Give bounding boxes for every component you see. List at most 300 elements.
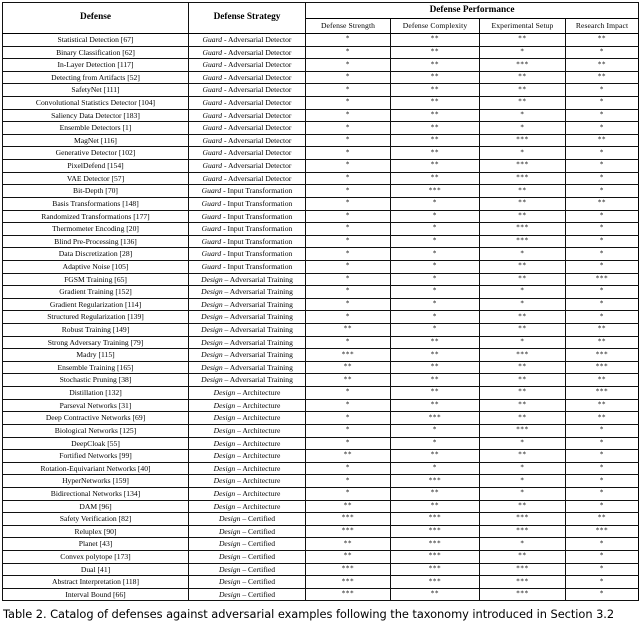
defense-complexity-rating — [391, 311, 480, 324]
defense-strategy-cell — [189, 46, 306, 59]
star-rating: ** — [597, 413, 607, 422]
star-rating: * — [599, 551, 605, 560]
table-row — [3, 563, 639, 576]
strategy-family-label: Design — [218, 526, 241, 536]
strategy-family-label: Guard — [202, 135, 223, 145]
star-rating: * — [599, 564, 605, 573]
research-impact-rating — [566, 84, 639, 97]
defense-strategy-cell — [189, 122, 306, 135]
strategy-family-label: Guard — [202, 72, 223, 82]
research-impact-rating — [566, 248, 639, 261]
strategy-family-label: Design — [213, 425, 236, 435]
star-rating: ** — [597, 34, 607, 43]
experimental-setup-rating — [480, 210, 566, 223]
experimental-setup-rating — [480, 273, 566, 286]
research-impact-rating — [566, 550, 639, 563]
star-rating: ** — [430, 337, 440, 346]
research-impact-rating — [566, 134, 639, 147]
strategy-subtype-label: – Certified — [240, 526, 276, 536]
defense-complexity-rating — [391, 550, 480, 563]
research-impact-rating — [566, 412, 639, 425]
strategy-subtype-label: – Adversarial Training — [222, 287, 293, 297]
defense-strategy-cell — [189, 513, 306, 526]
defense-strategy-cell — [189, 147, 306, 160]
strategy-subtype-label: – Certified — [240, 539, 276, 549]
defense-strength-rating — [306, 361, 391, 374]
experimental-setup-rating — [480, 97, 566, 110]
strategy-subtype-label: – Certified — [240, 564, 276, 574]
star-rating: *** — [595, 350, 609, 359]
star-rating: ** — [518, 312, 527, 321]
star-rating: * — [599, 286, 605, 295]
table-caption — [2, 608, 638, 622]
table-row — [3, 576, 639, 589]
strategy-subtype-label: – Adversarial Training — [222, 362, 293, 372]
strategy-family-label: Guard — [201, 224, 222, 234]
research-impact-rating — [566, 172, 639, 185]
experimental-setup-rating — [480, 336, 566, 349]
research-impact-rating — [566, 210, 639, 223]
star-rating: ** — [430, 400, 440, 409]
defense-name-cell: Saliency Data Detector [183] — [3, 109, 189, 122]
table-row — [3, 248, 639, 261]
experimental-setup-rating — [480, 588, 566, 601]
defense-catalog-table — [2, 2, 639, 601]
table-row — [3, 475, 639, 488]
defense-strength-rating — [306, 147, 391, 160]
defense-strength-rating — [306, 550, 391, 563]
strategy-family-label: Design — [201, 274, 223, 284]
defense-strategy-cell — [189, 538, 306, 551]
star-rating: * — [345, 413, 351, 422]
defense-strategy-cell — [189, 399, 306, 412]
header-defense-strategy: Defense Strategy — [189, 3, 306, 34]
star-rating: *** — [595, 362, 609, 371]
experimental-setup-rating — [480, 286, 566, 299]
star-rating: ** — [518, 400, 527, 409]
star-rating: *** — [428, 577, 442, 585]
defense-complexity-rating — [391, 387, 480, 400]
defense-strategy-cell — [189, 576, 306, 589]
experimental-setup-rating — [480, 576, 566, 589]
defense-complexity-rating — [391, 84, 480, 97]
star-rating: ** — [518, 97, 527, 106]
strategy-family-label: Guard — [202, 173, 223, 183]
defense-complexity-rating — [391, 525, 480, 538]
star-rating: * — [345, 148, 351, 157]
table-row — [3, 134, 639, 147]
table-row — [3, 84, 639, 97]
table-row — [3, 235, 639, 248]
star-rating: * — [345, 186, 351, 195]
header-defense-strength: Defense Strength — [306, 19, 391, 34]
header-research-impact: Research Impact — [566, 19, 639, 34]
table-row — [3, 210, 639, 223]
defense-name-cell: Abstract Interpretation [118] — [3, 576, 189, 589]
strategy-family-label: Guard — [202, 85, 223, 95]
star-rating: * — [345, 488, 351, 497]
defense-strategy-cell — [189, 387, 306, 400]
star-rating: * — [599, 211, 605, 220]
table-row — [3, 550, 639, 563]
strategy-subtype-label: – Architecture — [235, 438, 281, 448]
star-rating: *** — [516, 589, 529, 598]
star-rating: ** — [430, 85, 440, 94]
defense-strength-rating — [306, 412, 391, 425]
star-rating: * — [520, 488, 525, 497]
star-rating: *** — [516, 160, 529, 169]
header-defense: Defense — [3, 3, 189, 34]
defense-strategy-cell — [189, 197, 306, 210]
table-row — [3, 160, 639, 173]
research-impact-rating — [566, 576, 639, 589]
defense-name-cell: Binary Classification [62] — [3, 46, 189, 59]
star-rating: *** — [341, 526, 355, 535]
star-rating: * — [345, 34, 351, 43]
star-rating: ** — [518, 186, 527, 195]
research-impact-rating — [566, 525, 639, 538]
star-rating: * — [520, 438, 525, 447]
defense-strength-rating — [306, 298, 391, 311]
star-rating: ** — [597, 198, 607, 207]
research-impact-rating — [566, 46, 639, 59]
star-rating: * — [520, 539, 525, 548]
star-rating: * — [345, 198, 351, 207]
research-impact-rating — [566, 538, 639, 551]
star-rating: ** — [518, 375, 527, 384]
strategy-subtype-label: – Adversarial Training — [222, 375, 293, 385]
defense-strength-rating — [306, 525, 391, 538]
defense-complexity-rating — [391, 412, 480, 425]
star-rating: * — [432, 274, 438, 283]
experimental-setup-rating — [480, 109, 566, 122]
star-rating: *** — [428, 526, 442, 535]
defense-complexity-rating — [391, 349, 480, 362]
strategy-subtype-label: - Adversarial Detector — [222, 173, 292, 183]
defense-strength-rating — [306, 349, 391, 362]
star-rating: ** — [597, 72, 607, 81]
star-rating: *** — [516, 223, 529, 232]
star-rating: * — [432, 312, 438, 321]
defense-complexity-rating — [391, 273, 480, 286]
defense-strength-rating — [306, 437, 391, 450]
defense-complexity-rating — [391, 134, 480, 147]
table-row — [3, 437, 639, 450]
strategy-subtype-label: - Adversarial Detector — [222, 72, 292, 82]
star-rating: * — [599, 249, 605, 258]
experimental-setup-rating — [480, 374, 566, 387]
research-impact-rating — [566, 374, 639, 387]
strategy-subtype-label: - Input Transformation — [221, 249, 293, 259]
defense-strength-rating — [306, 374, 391, 387]
experimental-setup-rating — [480, 525, 566, 538]
table-row — [3, 336, 639, 349]
star-rating: *** — [428, 539, 442, 548]
defense-name-cell: Structured Regularization [139] — [3, 311, 189, 324]
strategy-family-label: Design — [213, 451, 236, 461]
defense-complexity-rating — [391, 185, 480, 198]
star-rating: ** — [430, 589, 440, 598]
defense-strategy-cell — [189, 248, 306, 261]
defense-strategy-cell — [189, 349, 306, 362]
star-rating: ** — [430, 34, 440, 43]
star-rating: * — [599, 148, 605, 157]
defense-name-cell: Ensemble Training [165] — [3, 361, 189, 374]
star-rating: *** — [595, 387, 609, 396]
defense-strength-rating — [306, 576, 391, 589]
star-rating: * — [345, 123, 351, 132]
star-rating: ** — [518, 261, 527, 270]
star-rating: * — [345, 261, 351, 270]
defense-complexity-rating — [391, 109, 480, 122]
defense-strategy-cell — [189, 475, 306, 488]
strategy-family-label: Design — [218, 539, 241, 549]
strategy-family-label: Guard — [202, 110, 223, 120]
strategy-family-label: Design — [213, 438, 236, 448]
star-rating: ** — [518, 362, 527, 371]
strategy-family-label: Design — [218, 514, 241, 524]
defense-name-cell: Bidirectional Networks [134] — [3, 487, 189, 500]
defense-strength-rating — [306, 197, 391, 210]
experimental-setup-rating — [480, 450, 566, 463]
defense-complexity-rating — [391, 374, 480, 387]
table-row — [3, 525, 639, 538]
defense-complexity-rating — [391, 513, 480, 526]
star-rating: * — [599, 47, 605, 56]
defense-strength-rating — [306, 462, 391, 475]
defense-strategy-cell — [189, 525, 306, 538]
strategy-subtype-label: - Adversarial Detector — [222, 161, 292, 171]
star-rating: *** — [341, 577, 355, 585]
star-rating: * — [432, 438, 438, 447]
experimental-setup-rating — [480, 475, 566, 488]
strategy-subtype-label: – Architecture — [235, 451, 281, 461]
defense-strategy-cell — [189, 109, 306, 122]
star-rating: * — [345, 400, 351, 409]
star-rating: ** — [343, 551, 353, 560]
defense-name-cell: Detecting from Artifacts [52] — [3, 71, 189, 84]
star-rating: ** — [343, 324, 353, 333]
defense-strength-rating — [306, 235, 391, 248]
strategy-subtype-label: - Input Transformation — [221, 211, 293, 221]
defense-strategy-cell — [189, 550, 306, 563]
experimental-setup-rating — [480, 46, 566, 59]
defense-strength-rating — [306, 109, 391, 122]
research-impact-rating — [566, 361, 639, 374]
table-body — [3, 34, 639, 601]
table-row — [3, 424, 639, 437]
defense-name-cell: Convex polytope [173] — [3, 550, 189, 563]
table-row — [3, 311, 639, 324]
table-row — [3, 260, 639, 273]
star-rating: * — [520, 47, 525, 56]
defense-name-cell: Basis Transformations [148] — [3, 197, 189, 210]
defense-name-cell: Randomized Transformations [177] — [3, 210, 189, 223]
star-rating: ** — [430, 110, 440, 119]
star-rating: * — [345, 312, 351, 321]
star-rating: * — [345, 60, 351, 69]
defense-name-cell: Deep Contractive Networks [69] — [3, 412, 189, 425]
research-impact-rating — [566, 462, 639, 475]
star-rating: * — [599, 97, 605, 106]
star-rating: ** — [430, 173, 440, 182]
defense-name-cell: PixelDefend [154] — [3, 160, 189, 173]
defense-strength-rating — [306, 487, 391, 500]
experimental-setup-rating — [480, 197, 566, 210]
star-rating: * — [345, 236, 351, 245]
defense-complexity-rating — [391, 588, 480, 601]
strategy-family-label: Design — [201, 312, 223, 322]
strategy-subtype-label: - Input Transformation — [221, 236, 293, 246]
star-rating: *** — [516, 60, 529, 69]
strategy-subtype-label: - Adversarial Detector — [222, 60, 292, 70]
defense-name-cell: Biological Networks [125] — [3, 424, 189, 437]
defense-strategy-cell — [189, 336, 306, 349]
experimental-setup-rating — [480, 550, 566, 563]
defense-strength-rating — [306, 223, 391, 236]
defense-strength-rating — [306, 160, 391, 173]
defense-name-cell: Planet [43] — [3, 538, 189, 551]
strategy-subtype-label: - Adversarial Detector — [222, 98, 292, 108]
star-rating: * — [520, 463, 525, 472]
defense-complexity-rating — [391, 97, 480, 110]
defense-strength-rating — [306, 500, 391, 513]
defense-complexity-rating — [391, 450, 480, 463]
research-impact-rating — [566, 97, 639, 110]
table-row — [3, 34, 639, 47]
strategy-subtype-label: - Adversarial Detector — [222, 85, 292, 95]
star-rating: ** — [518, 198, 527, 207]
star-rating: * — [520, 110, 525, 119]
star-rating: *** — [516, 577, 529, 585]
star-rating: ** — [343, 375, 353, 384]
defense-strategy-cell — [189, 260, 306, 273]
star-rating: ** — [430, 160, 440, 169]
defense-name-cell: Statistical Detection [67] — [3, 34, 189, 47]
defense-strategy-cell — [189, 374, 306, 387]
experimental-setup-rating — [480, 134, 566, 147]
star-rating: *** — [428, 476, 442, 485]
table-row — [3, 450, 639, 463]
defense-name-cell: FGSM Training [65] — [3, 273, 189, 286]
table-row — [3, 487, 639, 500]
star-rating: *** — [516, 513, 529, 522]
defense-strategy-cell — [189, 185, 306, 198]
defense-strategy-cell — [189, 500, 306, 513]
defense-complexity-rating — [391, 46, 480, 59]
star-rating: * — [345, 97, 351, 106]
strategy-subtype-label: - Input Transformation — [221, 261, 293, 271]
defense-complexity-rating — [391, 336, 480, 349]
table-row — [3, 59, 639, 72]
table-row — [3, 46, 639, 59]
table-row — [3, 500, 639, 513]
star-rating: ** — [518, 551, 527, 560]
header-defense-complexity: Defense Complexity — [391, 19, 480, 34]
defense-complexity-rating — [391, 399, 480, 412]
star-rating: * — [432, 223, 438, 232]
strategy-family-label: Design — [213, 488, 236, 498]
defense-strategy-cell — [189, 487, 306, 500]
strategy-family-label: Design — [201, 325, 223, 335]
strategy-subtype-label: – Certified — [240, 577, 276, 587]
experimental-setup-rating — [480, 147, 566, 160]
defense-strategy-cell — [189, 298, 306, 311]
defense-complexity-rating — [391, 487, 480, 500]
defense-complexity-rating — [391, 260, 480, 273]
table-header — [3, 3, 639, 34]
star-rating: * — [599, 186, 605, 195]
defense-name-cell: Data Discretization [28] — [3, 248, 189, 261]
star-rating: * — [520, 148, 525, 157]
star-rating: * — [520, 299, 525, 308]
star-rating: ** — [430, 375, 440, 384]
table-row — [3, 399, 639, 412]
star-rating: ** — [518, 501, 527, 510]
research-impact-rating — [566, 349, 639, 362]
star-rating: ** — [430, 362, 440, 371]
caption-text: Catalog of defenses against adversarial examples following the taxonomy introduced in Section 3.2 — [50, 607, 615, 622]
defense-complexity-rating — [391, 424, 480, 437]
table-row — [3, 538, 639, 551]
table-row — [3, 71, 639, 84]
experimental-setup-rating — [480, 298, 566, 311]
defense-strength-rating — [306, 424, 391, 437]
star-rating: ** — [518, 274, 527, 283]
research-impact-rating — [566, 122, 639, 135]
defense-strategy-cell — [189, 563, 306, 576]
research-impact-rating — [566, 399, 639, 412]
strategy-family-label: Design — [218, 589, 241, 599]
defense-complexity-rating — [391, 197, 480, 210]
star-rating: *** — [428, 413, 442, 422]
star-rating: * — [432, 249, 438, 258]
strategy-family-label: Design — [201, 350, 223, 360]
defense-complexity-rating — [391, 298, 480, 311]
defense-name-cell: HyperNetworks [159] — [3, 475, 189, 488]
defense-name-cell: Strong Adversary Training [79] — [3, 336, 189, 349]
defense-name-cell: MagNet [116] — [3, 134, 189, 147]
table-row — [3, 588, 639, 601]
defense-strength-rating — [306, 185, 391, 198]
research-impact-rating — [566, 160, 639, 173]
strategy-subtype-label: - Adversarial Detector — [222, 35, 292, 44]
defense-strength-rating — [306, 71, 391, 84]
defense-name-cell: Adaptive Noise [105] — [3, 260, 189, 273]
strategy-subtype-label: – Architecture — [235, 476, 281, 486]
star-rating: ** — [430, 123, 440, 132]
star-rating: ** — [597, 135, 607, 144]
strategy-family-label: Design — [213, 476, 236, 486]
research-impact-rating — [566, 437, 639, 450]
defense-name-cell: Reluplex [90] — [3, 525, 189, 538]
star-rating: ** — [430, 97, 440, 106]
star-rating: * — [345, 72, 351, 81]
star-rating: ** — [597, 337, 607, 346]
strategy-subtype-label: - Adversarial Detector — [222, 47, 292, 57]
star-rating: ** — [518, 450, 527, 459]
research-impact-rating — [566, 513, 639, 526]
strategy-family-label: Guard — [202, 47, 223, 57]
star-rating: * — [599, 223, 605, 232]
experimental-setup-rating — [480, 172, 566, 185]
defense-name-cell: Thermometer Encoding [20] — [3, 223, 189, 236]
defense-strategy-cell — [189, 84, 306, 97]
star-rating: * — [599, 539, 605, 548]
defense-strategy-cell — [189, 311, 306, 324]
defense-name-cell: Gradient Training [152] — [3, 286, 189, 299]
experimental-setup-rating — [480, 387, 566, 400]
